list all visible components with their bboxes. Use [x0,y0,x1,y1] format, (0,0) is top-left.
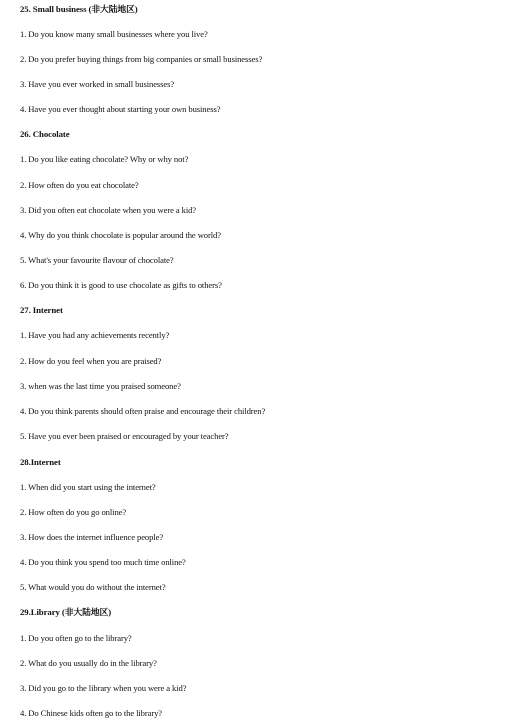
section-title: 29.Library (非大陆地区) [20,607,112,617]
question: 3. How does the internet influence people? [20,532,164,542]
question: 3. when was the last time you praised someone? [20,381,181,391]
section-title: 27. Internet [20,305,63,315]
question: 2. How often do you eat chocolate? [20,180,139,190]
section-title: 26. Chocolate [20,129,70,139]
question: 4. Do you think parents should often praise and encourage their children? [20,406,266,416]
section-title: 25. Small business (非大陆地区) [20,4,138,14]
question: 3. Did you go to the library when you were a kid? [20,683,187,693]
question: 2. How do you feel when you are praised? [20,356,162,366]
question: 2. What do you usually do in the library? [20,658,157,668]
question: 2. Do you prefer buying things from big companies or small businesses? [20,54,263,64]
question: 1. Do you often go to the library? [20,633,132,643]
question: 4. Have you ever thought about starting your own business? [20,104,221,114]
question: 4. Do you think you spend too much time online? [20,557,186,567]
question: 1. Do you like eating chocolate? Why or why not? [20,154,189,164]
question: 5. What would you do without the internet? [20,582,166,592]
question: 3. Did you often eat chocolate when you were a kid? [20,205,197,215]
question: 6. Do you think it is good to use chocolate as gifts to others? [20,280,222,290]
section-title: 28.Internet [20,457,61,467]
question: 5. What's your favourite flavour of chocolate? [20,255,174,265]
question: 4. Do Chinese kids often go to the library? [20,708,163,718]
question: 1. Have you had any achievements recently? [20,330,170,340]
question: 5. Have you ever been praised or encouraged by your teacher? [20,431,229,441]
question: 4. Why do you think chocolate is popular around the world? [20,230,221,240]
question: 1. When did you start using the internet? [20,482,156,492]
question: 1. Do you know many small businesses where you live? [20,29,208,39]
question: 2. How often do you go online? [20,507,127,517]
question: 3. Have you ever worked in small businesses? [20,79,175,89]
